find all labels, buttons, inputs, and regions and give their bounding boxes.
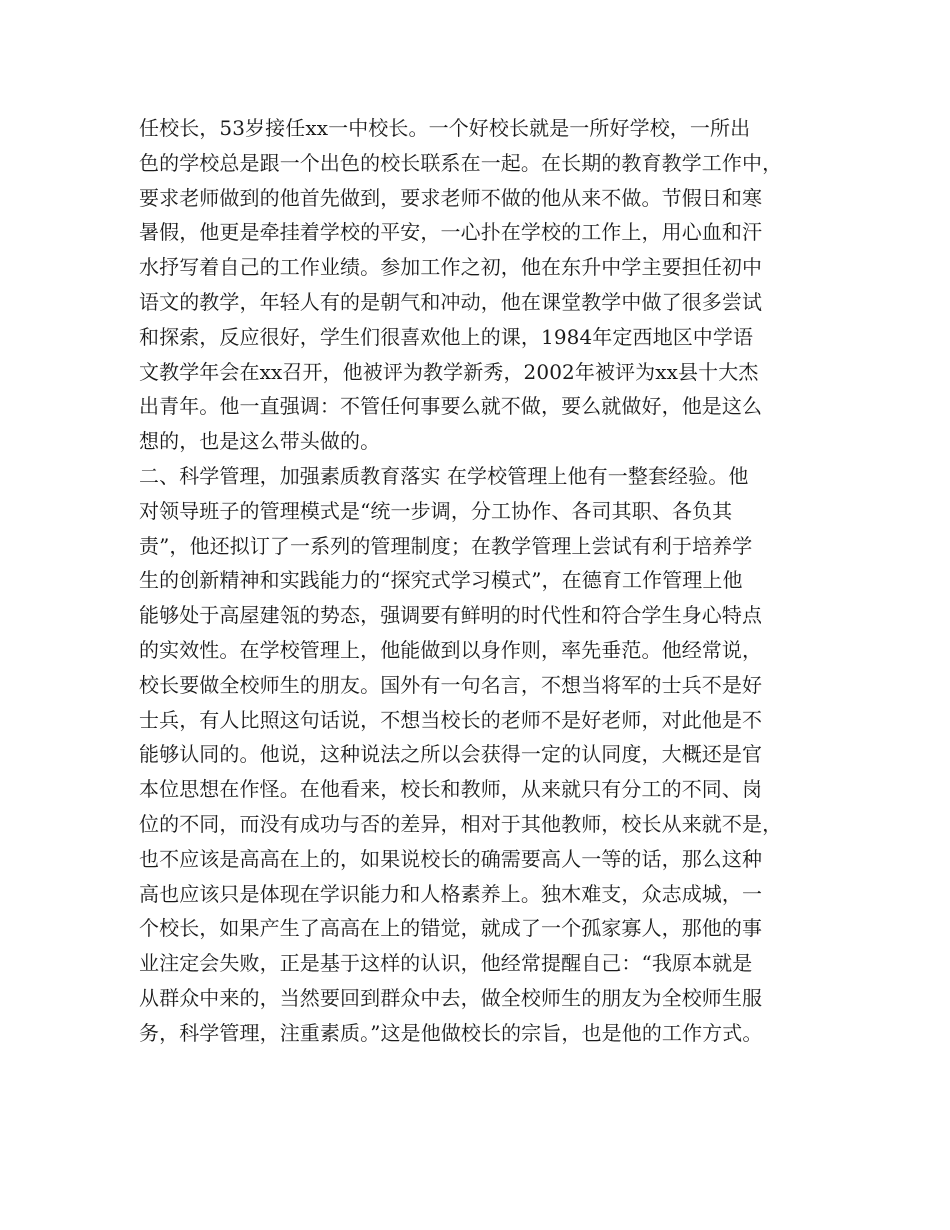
text-line: 从群众中来的，当然要回到群众中去，做全校师生的朋友为全校师生服	[139, 985, 763, 1010]
text-line: 任校长，53岁接任xx一中校长。一个好校长就是一所好学校，一所出	[139, 116, 751, 140]
text-line: 士兵，有人比照这句话说，不想当校长的老师不是好老师，对此他是不	[139, 707, 763, 732]
text-line: 能够处于高屋建瓴的势态，强调要有鲜明的时代性和符合学生身心特点	[139, 603, 763, 628]
text-line: 要求老师做到的他首先做到，要求老师不做的他从来不做。节假日和寒	[139, 185, 763, 210]
text-line: 生的创新精神和实践能力的“探究式学习模式”，在德育工作管理上他	[139, 568, 743, 593]
text-line: 出青年。他一直强调：不管任何事要么就不做，要么就做好，他是这么	[139, 394, 763, 419]
text-line: 校长要做全校师生的朋友。国外有一句名言，不想当将军的士兵不是好	[139, 672, 763, 697]
text-line: 二、科学管理，加强素质教育落实 在学校管理上他有一整套经验。他	[139, 463, 749, 488]
text-line: 文教学年会在xx召开，他被评为教学新秀，2002年被评为xx县十大杰	[139, 359, 759, 384]
text-line: 能够认同的。他说，这种说法之所以会获得一定的认同度，大概还是官	[139, 742, 763, 767]
text-line: 个校长，如果产生了高高在上的错觉，就成了一个孤家寡人，那他的事	[139, 916, 763, 941]
text-line: 本位思想在作怪。在他看来，校长和教师，从来就只有分工的不同、岗	[139, 777, 763, 802]
body-text	[139, 111, 839, 1051]
text-line: 语文的教学，年轻人有的是朝气和冲动，他在课堂教学中做了很多尝试	[139, 289, 763, 314]
text-line: 责”，他还拟订了一系列的管理制度；在教学管理上尝试有利于培养学	[139, 533, 753, 558]
text-line: 的实效性。在学校管理上，他能做到以身作则，率先垂范。他经常说，	[139, 637, 763, 662]
text-line: 对领导班子的管理模式是“统一步调，分工协作、各司其职、各负其	[139, 498, 733, 523]
text-line: 业注定会失败，正是基于这样的认识，他经常提醒自己：“我原本就是	[139, 951, 753, 976]
text-line: 也不应该是高高在上的，如果说校长的确需要高人一等的话，那么这种	[139, 846, 763, 871]
text-line: 务，科学管理，注重素质。”这是他做校长的宗旨，也是他的工作方式。	[139, 1020, 763, 1045]
text-line: 高也应该只是体现在学识能力和人格素养上。独木难支，众志成城，一	[139, 881, 763, 906]
text-line: 位的不同，而没有成功与否的差异，相对于其他教师，校长从来就不是，	[139, 811, 783, 836]
text-line: 暑假，他更是牵挂着学校的平安，一心扑在学校的工作上，用心血和汗	[139, 220, 763, 245]
text-line: 想的，也是这么带头做的。	[139, 429, 381, 454]
text-line: 色的学校总是跟一个出色的校长联系在一起。在长期的教育教学工作中，	[139, 150, 783, 175]
text-line: 水抒写着自己的工作业绩。参加工作之初，他在东升中学主要担任初中	[139, 255, 763, 280]
text-line: 和探索，反应很好，学生们很喜欢他上的课，1984年定西地区中学语	[139, 324, 754, 349]
